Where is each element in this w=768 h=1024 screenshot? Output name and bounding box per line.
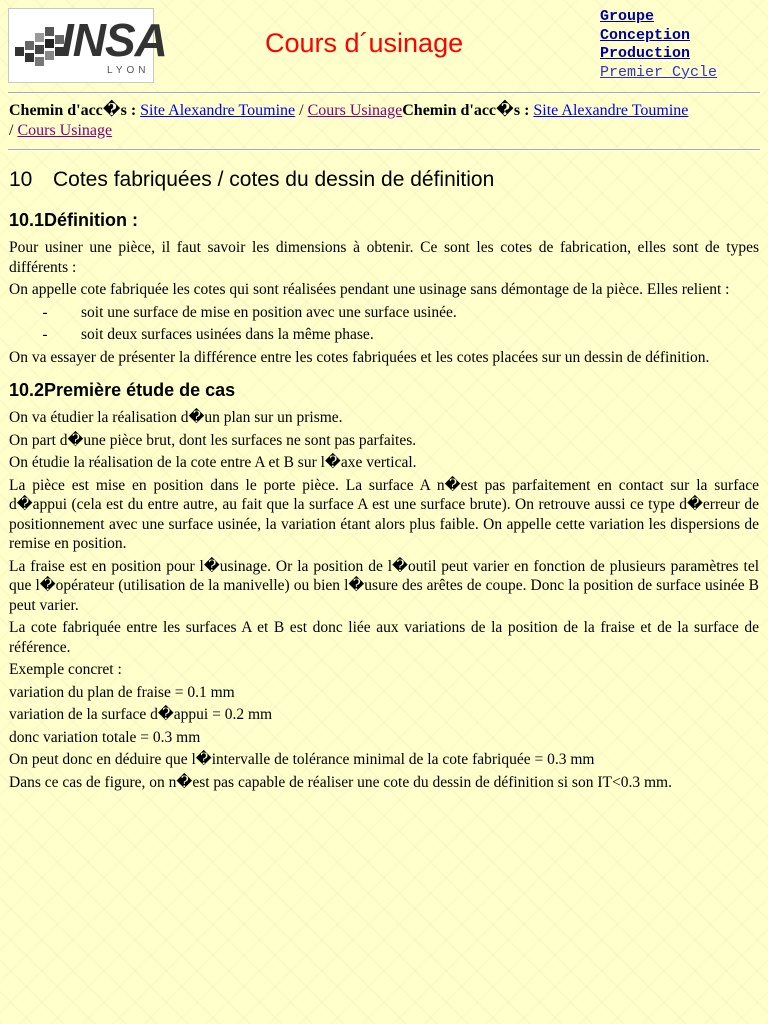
- list-item-text: soit deux surfaces usinées dans la même phase.: [81, 326, 374, 343]
- breadcrumb-divider: [8, 149, 760, 151]
- breadcrumb-link-site[interactable]: Site Alexandre Toumine: [140, 102, 296, 119]
- breadcrumb-link-cours-2[interactable]: Cours Usinage: [17, 122, 113, 139]
- paragraph: On peut donc en déduire que l�intervalle de tolérance minimal de la cote fabriquée = 0.3 mm: [9, 751, 595, 768]
- list-item: [9, 325, 759, 345]
- breadcrumb-separator: /: [295, 102, 308, 119]
- bullet-dash: -: [42, 326, 48, 343]
- breadcrumb-label-2: Chemin d'acc�s :: [402, 102, 534, 119]
- menu-link-groupe[interactable]: Groupe: [600, 8, 655, 25]
- logo-city: LYON: [107, 65, 150, 76]
- paragraph: La cote fabriquée entre les surfaces A et B est donc liée aux variations de la position de la fraise et de la surface de référence.: [9, 619, 759, 656]
- paragraph: donc variation totale = 0.3 mm: [9, 728, 201, 746]
- subsection-heading-case-study: 10.2Première étude de cas: [9, 380, 236, 400]
- paragraph: Exemple concret :: [9, 661, 122, 678]
- menu-link-production[interactable]: Production: [600, 45, 691, 62]
- section-number: 10: [9, 168, 33, 191]
- insa-lyon-logo[interactable]: [8, 8, 167, 83]
- breadcrumb: [9, 101, 761, 141]
- subsection-heading-definition: 10.1Définition :: [9, 210, 139, 230]
- paragraph: Pour usiner une pièce, il faut savoir les dimensions à obtenir. Ce sont les cotes de fabrication, elles sont de types différents :: [9, 239, 759, 276]
- header-divider: [8, 92, 760, 94]
- top-menu: [600, 8, 717, 82]
- paragraph: On va essayer de présenter la différence entre les cotes fabriquées et les cotes placées sur un dessin de définition.: [9, 348, 710, 366]
- breadcrumb-separator-2: /: [9, 122, 18, 139]
- paragraph: variation de la surface d�appui = 0.2 mm: [9, 706, 273, 723]
- paragraph: La pièce est mise en position dans le porte pièce. La surface A n�est pas parfaitement en contact sur la surface d�appui (cela est du entre autre, au fait que la surface A est une surface brute). On retrouve aussi ce type d�erreur de positionnement avec une surface usinée, la variation étant alors plus faible. On appelle cette variation les dispersions de remise en position.: [9, 476, 759, 552]
- paragraph: On part d�une pièce brut, dont les surfaces ne sont pas parfaites.: [9, 431, 417, 449]
- section-title: Cotes fabriquées / cotes du dessin de définition: [53, 168, 495, 191]
- menu-link-conception[interactable]: Conception: [600, 26, 691, 44]
- breadcrumb-label: Chemin d'acc�s :: [9, 102, 141, 119]
- breadcrumb-link-cours[interactable]: Cours Usinage: [307, 102, 403, 119]
- paragraph: La fraise est en position pour l�usinage. Or la position de l�outil peut varier en fonction de plusieurs paramètres tel que l�opérateur (utilisation de la manivelle) ou bien l�usure des arêtes de coupe. Donc la position de surface usinée B peut varier.: [9, 557, 759, 614]
- breadcrumb-link-site-2[interactable]: Site Alexandre Toumine: [533, 102, 689, 119]
- paragraph: variation du plan de fraise = 0.1 mm: [9, 683, 235, 701]
- logo-squares-icon: [13, 21, 65, 73]
- menu-link-premier-cycle[interactable]: Premier Cycle: [600, 63, 718, 81]
- paragraph: Dans ce cas de figure, on n�est pas capable de réaliser une cote du dessin de définition si son IT<0.3 mm.: [9, 773, 672, 791]
- page-header: [0, 0, 768, 90]
- list-item: [9, 303, 759, 323]
- paragraph: On va étudier la réalisation d�un plan sur un prisme.: [9, 409, 343, 426]
- page-title: Cours d´usinage: [265, 28, 464, 58]
- bullet-dash: -: [42, 303, 48, 321]
- main-content: [9, 166, 759, 795]
- list-item-text: soit une surface de mise en position avec une surface usinée.: [81, 303, 457, 321]
- paragraph: On étudie la réalisation de la cote entre A et B sur l�axe vertical.: [9, 454, 417, 471]
- logo-text: INSA: [61, 14, 167, 66]
- section-heading: [9, 166, 759, 194]
- paragraph: On appelle cote fabriquée les cotes qui sont réalisées pendant une usinage sans démontage de la pièce. Elles relient :: [9, 281, 730, 298]
